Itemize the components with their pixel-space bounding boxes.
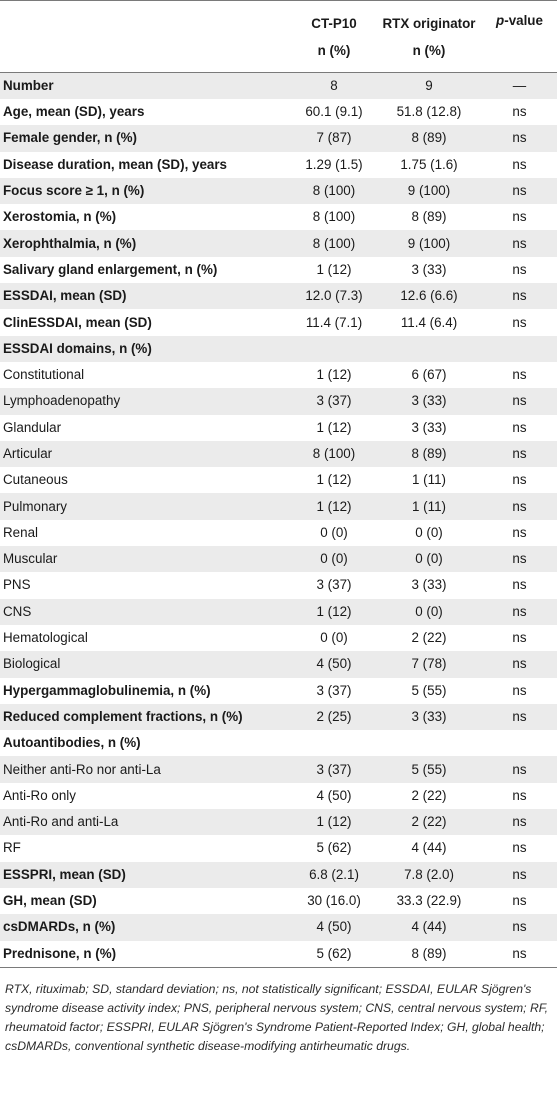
table-row	[0, 230, 557, 256]
cell-ctp10: 60.1 (9.1)	[305, 104, 363, 120]
cell-ctp10: 1 (12)	[316, 814, 352, 830]
header-label-cell	[0, 1, 292, 73]
cell-rtx-originator: 3 (33)	[411, 577, 447, 593]
table-row	[0, 835, 557, 861]
row-label: Lymphoadenopathy	[3, 393, 121, 409]
table-row	[0, 599, 557, 625]
header-ctp10-title: CT-P10	[311, 15, 357, 31]
table-row	[0, 888, 557, 914]
cell-p-value: ns	[512, 919, 527, 935]
cell-p-value: ns	[512, 104, 527, 120]
cell-ctp10: 3 (37)	[316, 761, 352, 777]
row-label: Number	[3, 78, 54, 93]
cell-ctp10: 2 (25)	[316, 708, 352, 724]
cell-rtx-originator: 7 (78)	[411, 656, 447, 672]
cell-ctp10: 4 (50)	[316, 919, 352, 935]
row-label: Hypergammaglobulinemia, n (%)	[3, 682, 211, 698]
row-label: ESSPRI, mean (SD)	[3, 866, 126, 882]
table-row	[0, 73, 557, 100]
cell-p-value: ns	[512, 814, 527, 830]
cell-ctp10: 1 (12)	[316, 472, 352, 488]
cell-rtx-originator: 1.75 (1.6)	[400, 156, 458, 172]
row-label: GH, mean (SD)	[3, 893, 97, 909]
cell-rtx-originator: 9	[425, 78, 433, 93]
cell-rtx-originator: 1 (11)	[412, 498, 446, 514]
row-label: Glandular	[3, 419, 62, 435]
cell-ctp10: 8 (100)	[312, 209, 356, 225]
cell-rtx-originator	[376, 336, 482, 362]
cell-ctp10: 1.29 (1.5)	[305, 156, 363, 172]
table-row	[0, 756, 557, 782]
row-label: Age, mean (SD), years	[3, 104, 145, 120]
row-label: Biological	[3, 656, 61, 672]
header-row	[0, 1, 557, 73]
row-label: Disease duration, mean (SD), years	[3, 156, 228, 172]
header-pvalue	[482, 1, 557, 73]
cell-p-value: ns	[512, 419, 527, 435]
cell-ctp10: 12.0 (7.3)	[305, 288, 363, 304]
table-row	[0, 362, 557, 388]
cell-ctp10: 4 (50)	[316, 656, 352, 672]
cell-rtx-originator: 8 (89)	[411, 130, 447, 146]
cell-rtx-originator: 3 (33)	[411, 261, 447, 277]
header-pvalue-rest: -value	[504, 13, 543, 28]
cell-p-value: ns	[512, 787, 527, 803]
cell-ctp10: 8 (100)	[312, 446, 356, 461]
row-label: PNS	[3, 577, 31, 593]
cell-ctp10: 8	[330, 78, 338, 93]
row-label: Prednisone, n (%)	[3, 945, 117, 961]
cell-p-value: ns	[512, 682, 527, 698]
cell-ctp10: 5 (62)	[316, 840, 352, 856]
table-row	[0, 520, 557, 546]
table-row	[0, 914, 557, 940]
table-footnote: RTX, rituximab; SD, standard deviation; ns, not statistically significant; ESSDAI, EULAR Sjögren's syndrome disease activity index; PNS, peripheral nervous system; CNS, central nervous system; RF, rheumatoid factor; ESSPRI, EULAR Sjögren's Syndrome Patient-Reported Index; GH, global health; csDMARDs, conventional synthetic disease-modifying antirheumatic drugs.	[5, 981, 549, 1053]
cell-rtx-originator: 9 (100)	[407, 235, 451, 251]
cell-rtx-originator: 3 (33)	[411, 708, 447, 724]
table-row	[0, 283, 557, 309]
cell-ctp10: 6.8 (2.1)	[309, 866, 359, 882]
table-row	[0, 862, 557, 888]
cell-p-value: ns	[512, 866, 527, 882]
row-label: Anti-Ro and anti-La	[3, 814, 119, 830]
cell-p-value: ns	[512, 472, 527, 488]
cell-ctp10: 1 (12)	[316, 367, 352, 383]
cell-ctp10: 0 (0)	[320, 524, 348, 540]
row-label: Renal	[3, 524, 38, 540]
cell-p-value: ns	[512, 288, 527, 304]
table-row	[0, 336, 557, 362]
row-label: RF	[3, 840, 21, 856]
cell-p-value: ns	[512, 209, 527, 225]
cell-rtx-originator: 2 (22)	[411, 787, 447, 803]
cell-p-value: ns	[512, 261, 527, 277]
row-label: Xerostomia, n (%)	[3, 209, 117, 225]
cell-rtx-originator: 11.4 (6.4)	[400, 314, 458, 330]
cell-ctp10	[292, 336, 376, 362]
cell-rtx-originator: 33.3 (22.9)	[396, 893, 462, 909]
row-label: Reduced complement fractions, n (%)	[3, 708, 243, 724]
table-row	[0, 467, 557, 493]
cell-ctp10: 3 (37)	[316, 682, 352, 698]
cell-p-value: ns	[512, 314, 527, 330]
table-row	[0, 204, 557, 230]
row-label: Pulmonary	[3, 498, 68, 514]
cell-p-value: ns	[512, 577, 527, 593]
cell-ctp10: 5 (62)	[316, 945, 352, 961]
table-row	[0, 493, 557, 519]
table-row	[0, 651, 557, 677]
cell-rtx-originator: 8 (89)	[411, 446, 447, 461]
cell-rtx-originator: 0 (0)	[415, 603, 443, 619]
row-label: Cutaneous	[3, 472, 68, 488]
table-row	[0, 178, 557, 204]
table-row	[0, 730, 557, 756]
cell-ctp10: 4 (50)	[316, 787, 352, 803]
table-row	[0, 783, 557, 809]
cell-p-value: ns	[512, 130, 527, 146]
cell-p-value: ns	[512, 761, 527, 777]
cell-p-value: ns	[512, 656, 527, 672]
cell-p-value: ns	[512, 235, 527, 251]
cell-rtx-originator: 2 (22)	[411, 630, 447, 646]
row-label: ESSDAI, mean (SD)	[3, 288, 127, 304]
cell-rtx-originator: 0 (0)	[415, 551, 443, 567]
cell-ctp10: 0 (0)	[320, 551, 348, 567]
row-label: Hematological	[3, 630, 88, 646]
cell-p-value: ns	[512, 393, 527, 409]
row-label: Articular	[3, 446, 53, 461]
cell-p-value: ns	[512, 551, 527, 567]
cell-ctp10: 3 (37)	[316, 577, 352, 593]
cell-ctp10: 3 (37)	[316, 393, 352, 409]
header-ctp10	[292, 1, 376, 73]
cell-ctp10: 1 (12)	[316, 261, 352, 277]
cell-rtx-originator: 6 (67)	[411, 367, 447, 383]
cell-p-value: ns	[512, 367, 527, 383]
header-rtx	[376, 1, 482, 73]
cell-ctp10: 8 (100)	[312, 235, 356, 251]
cell-rtx-originator: 9 (100)	[407, 183, 451, 199]
cell-rtx-originator: 51.8 (12.8)	[396, 104, 462, 120]
cell-rtx-originator: 8 (89)	[411, 209, 447, 225]
row-label: ESSDAI domains, n (%)	[3, 340, 152, 356]
cell-rtx-originator	[376, 730, 482, 756]
row-label: Anti-Ro only	[3, 787, 76, 803]
cell-p-value: ns	[512, 524, 527, 540]
cell-rtx-originator: 5 (55)	[411, 682, 447, 698]
cell-ctp10: 7 (87)	[316, 130, 352, 146]
cell-p-value: ns	[512, 708, 527, 724]
cell-ctp10: 8 (100)	[312, 183, 356, 199]
table-row	[0, 152, 557, 178]
cell-rtx-originator: 5 (55)	[411, 761, 447, 777]
cell-p-value: ns	[512, 945, 527, 961]
cell-p-value	[482, 336, 557, 362]
cell-rtx-originator: 0 (0)	[415, 524, 443, 540]
table-row	[0, 941, 557, 968]
row-label: Neither anti-Ro nor anti-La	[3, 761, 161, 777]
table-body	[0, 73, 557, 968]
cell-p-value: ns	[512, 603, 527, 619]
cell-ctp10: 1 (12)	[316, 603, 352, 619]
cell-rtx-originator: 3 (33)	[411, 393, 447, 409]
row-label: ClinESSDAI, mean (SD)	[3, 314, 152, 330]
cell-p-value: ns	[512, 156, 527, 172]
cell-p-value: ns	[512, 498, 527, 514]
table-row	[0, 415, 557, 441]
table-row	[0, 309, 557, 335]
table-row	[0, 572, 557, 598]
cell-ctp10	[292, 730, 376, 756]
cell-rtx-originator: 4 (44)	[411, 840, 447, 856]
table-row	[0, 441, 557, 467]
cell-rtx-originator: 8 (89)	[411, 945, 447, 961]
header-rtx-unit: n (%)	[412, 42, 446, 58]
table-row	[0, 257, 557, 283]
cell-p-value: —	[512, 78, 527, 93]
row-label: Constitutional	[3, 367, 85, 383]
cell-p-value	[482, 730, 557, 756]
row-label: Female gender, n (%)	[3, 130, 137, 146]
cell-ctp10: 11.4 (7.1)	[305, 314, 363, 330]
row-label: CNS	[3, 603, 32, 619]
table-row	[0, 678, 557, 704]
cell-ctp10: 30 (16.0)	[307, 893, 361, 909]
table-row	[0, 388, 557, 414]
cell-p-value: ns	[512, 893, 527, 909]
table-row	[0, 809, 557, 835]
cell-rtx-originator: 2 (22)	[411, 814, 447, 830]
cell-rtx-originator: 7.8 (2.0)	[404, 866, 454, 882]
cell-ctp10: 1 (12)	[316, 498, 352, 514]
cell-rtx-originator: 3 (33)	[411, 419, 447, 435]
table-row	[0, 704, 557, 730]
row-label: Xerophthalmia, n (%)	[3, 235, 137, 251]
row-label: csDMARDs, n (%)	[3, 919, 116, 935]
row-label: Autoantibodies, n (%)	[3, 735, 141, 751]
table-row	[0, 546, 557, 572]
cell-p-value: ns	[512, 630, 527, 646]
cell-ctp10: 1 (12)	[316, 419, 352, 435]
table-header	[0, 1, 557, 73]
cell-p-value: ns	[512, 446, 527, 461]
cell-p-value: ns	[512, 183, 527, 199]
cell-rtx-originator: 4 (44)	[411, 919, 447, 935]
header-pvalue-italic: p	[496, 13, 505, 28]
cell-ctp10: 0 (0)	[320, 630, 348, 646]
header-rtx-title: RTX originator	[382, 15, 476, 31]
header-ctp10-unit: n (%)	[317, 42, 351, 58]
table-row	[0, 625, 557, 651]
row-label: Salivary gland enlargement, n (%)	[3, 261, 218, 277]
row-label: Focus score ≥ 1, n (%)	[3, 183, 145, 199]
row-label: Muscular	[3, 551, 58, 567]
table-row	[0, 99, 557, 125]
cell-rtx-originator: 1 (11)	[412, 472, 446, 488]
table-row	[0, 125, 557, 151]
cell-p-value: ns	[512, 840, 527, 856]
cell-rtx-originator: 12.6 (6.6)	[400, 288, 458, 304]
